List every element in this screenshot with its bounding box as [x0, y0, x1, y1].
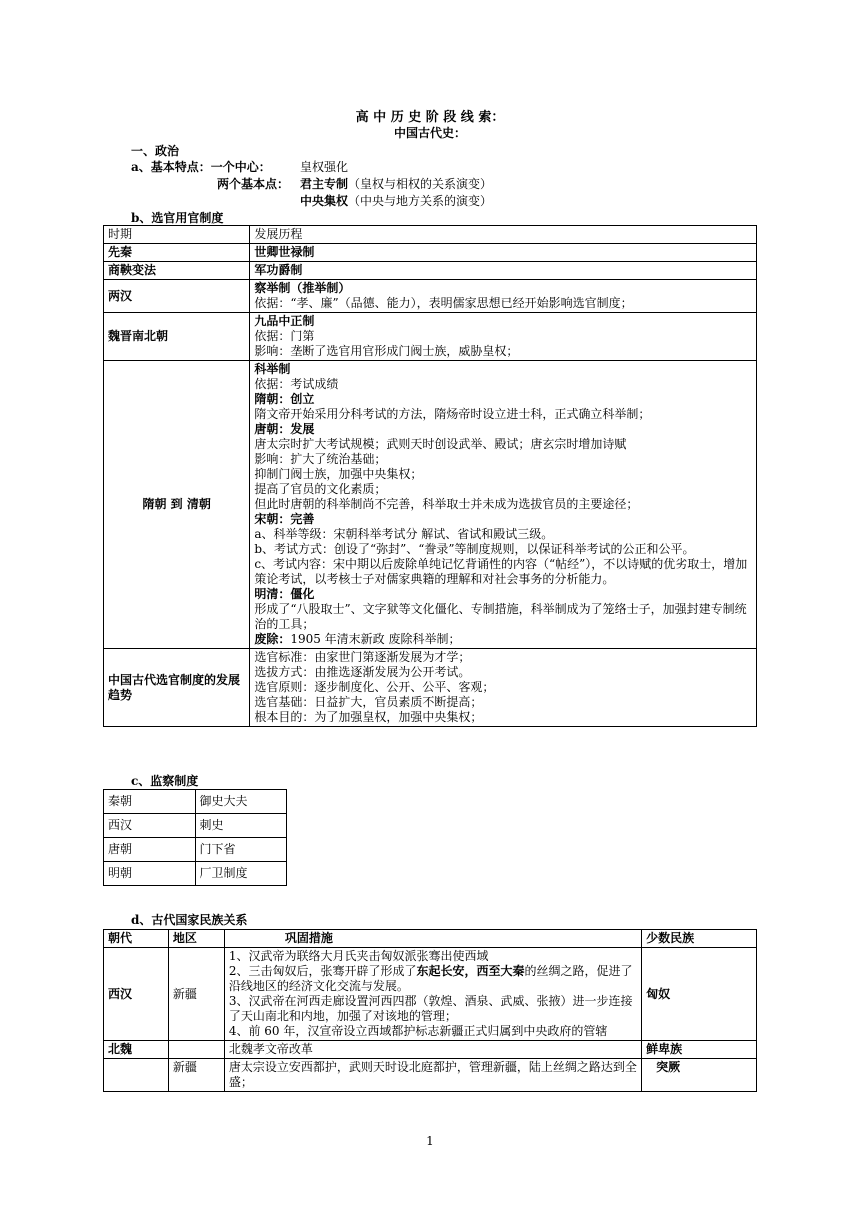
measure-line: 4、前 60 年，汉宣帝设立西域都护标志新疆正式归属到中央政府的管辖 — [228, 1024, 608, 1038]
content-line: c、考试内容：宋中期以后废除单纯记忆背诵性的内容（“帖经”），不以诗赋的优劣取士，增加策论考试，以考核士子对儒家典籍的理解和对社会事务的分析能力。 — [254, 557, 748, 586]
content-line: 根本目的：为了加强皇权，加强中央集权； — [254, 710, 483, 724]
table-row — [104, 814, 287, 838]
content-line: 选官标准：由家世门第逐渐发展为才学； — [254, 650, 471, 664]
content-line: 提高了官员的文化素质； — [254, 482, 387, 496]
table-row — [104, 838, 287, 862]
table-row — [104, 313, 757, 361]
system-name: 察举制（推举制） — [254, 281, 351, 295]
table-row — [104, 361, 757, 649]
ethnic-cell: 突厥 — [642, 1059, 757, 1092]
content-line: 依据：门第 — [254, 329, 315, 343]
measure-line — [229, 964, 637, 994]
table-row — [104, 862, 287, 886]
system-cell: 厂卫制度 — [195, 862, 287, 886]
two-points-label: 两个基本点： — [217, 177, 290, 191]
header-region: 地区 — [168, 930, 224, 948]
system-cell: 门下省 — [195, 838, 287, 862]
header-dynasty: 朝代 — [104, 930, 169, 948]
content-line: 依据：考试成绩 — [254, 377, 339, 391]
section-politics: 一、政治 — [131, 144, 180, 158]
page-subtitle: 中国古代史： — [393, 126, 466, 140]
table-row — [104, 262, 757, 280]
measure-line: 1、汉武帝为联络大月氏夹击匈奴派张骞出使西域 — [228, 949, 489, 963]
content-line: 影响：扩大了统治基础； — [254, 452, 387, 466]
point-autocracy — [300, 175, 492, 192]
content-line: 依据：“孝、廉”（品德、能力），表明儒家思想已经开始影响选官制度； — [254, 296, 633, 310]
system-cell: 刺史 — [195, 814, 287, 838]
official-selection-heading: b、选官用官制度 — [131, 211, 224, 225]
official-selection-table — [103, 225, 757, 727]
measures-cell — [224, 948, 641, 1041]
system-cell: 御史大夫 — [195, 790, 287, 814]
dynasty-cell: 秦朝 — [104, 790, 196, 814]
ethnic-cell: 鲜卑族 — [642, 1041, 757, 1059]
period-cell: 商鞅变法 — [104, 262, 250, 280]
content-line: 形成了“八股取士”、文字狱等文化僵化、专制措施，科举制成为了笼络士子，加强封建专制统治的工具； — [254, 602, 747, 631]
silk-road-span: 东起长安，西至大秦 — [416, 964, 525, 978]
table-row — [104, 244, 757, 262]
content-line: 唐太宗时扩大考试规模；武则天时创设武举、殿试；唐玄宗时增加诗赋 — [254, 437, 627, 451]
dynasty-cell: 西汉 — [104, 948, 169, 1041]
dynasty-cell: 唐朝 — [104, 838, 196, 862]
point-autocracy-title: 君主专制 — [300, 177, 349, 191]
table-row — [104, 948, 757, 1041]
table-header-row — [104, 226, 757, 244]
content-line: 影响：垄断了选官用官形成门阀士族，威胁皇权； — [254, 344, 519, 358]
system-name: 军功爵制 — [254, 263, 303, 277]
period-cell: 先秦 — [104, 244, 250, 262]
content-cell — [250, 649, 757, 727]
content-cell — [250, 262, 757, 280]
basic-features-label: a、基本特点：一个中心： — [131, 160, 271, 174]
system-name: 科举制 — [254, 362, 291, 376]
stage-heading: 隋朝：创立 — [254, 392, 315, 406]
dynasty-cell: 明朝 — [104, 862, 196, 886]
table-header-row — [104, 930, 757, 948]
content-line: 抑制门阀士族，加强中央集权； — [254, 467, 423, 481]
period-cell: 中国古代选官制度的发展趋势 — [104, 649, 250, 727]
stage-heading: 宋朝：完善 — [254, 512, 315, 526]
one-center-value: 皇权强化 — [300, 160, 349, 174]
period-cell: 两汉 — [104, 280, 250, 313]
table-row — [104, 280, 757, 313]
measures-cell: 北魏孝文帝改革 — [224, 1041, 641, 1059]
period-cell: 隋朝 到 清朝 — [104, 361, 250, 649]
content-cell — [250, 361, 757, 649]
dynasty-cell: 西汉 — [104, 814, 196, 838]
abolition-text: 1905 年清末新政 废除科举制； — [290, 632, 461, 646]
page-title: 高 中 历 史 阶 段 线 索： — [355, 110, 505, 125]
stage-heading: 明清：僵化 — [254, 587, 315, 601]
measure-text: 2、三击匈奴后，张骞开辟了形成了 — [228, 964, 417, 978]
region-cell: 新疆 — [168, 1059, 224, 1092]
abolition-line — [254, 632, 752, 647]
point-centralization-title: 中央集权 — [300, 194, 349, 208]
dynasty-cell: 北魏 — [104, 1041, 169, 1059]
content-line: 隋文帝开始采用分科考试的方法，隋炀帝时设立进士科，正式确立科举制； — [254, 407, 651, 421]
dynasty-cell — [104, 1059, 169, 1092]
content-cell — [250, 313, 757, 361]
measure-text: 的丝绸之路，促进了沿线地区的经济文化交流与发展。 — [228, 964, 633, 993]
table-row — [104, 790, 287, 814]
content-line: a、科举等级：宋朝科举考试分 解试、省试和殿试三级。 — [254, 527, 554, 541]
supervision-heading: c、监察制度 — [131, 774, 199, 788]
header-development: 发展历程 — [250, 226, 757, 244]
ethnic-relations-table — [103, 929, 757, 1092]
ethnic-relations-heading: d、古代国家民族关系 — [131, 913, 248, 927]
abolition-label: 废除： — [254, 632, 291, 646]
table-row — [104, 1041, 757, 1059]
point-centralization-note: （中央与地方关系的演变） — [348, 194, 493, 208]
system-name: 世卿世禄制 — [254, 245, 315, 259]
page-number: 1 — [426, 1134, 434, 1148]
stage-heading: 唐朝：发展 — [254, 422, 315, 436]
content-line: b、考试方式：创设了“弥封”、“誊录”等制度规则，以保证科举考试的公正和公平。 — [254, 542, 695, 556]
content-line: 选官基础：日益扩大，官员素质不断提高； — [254, 695, 483, 709]
content-line: 但此时唐朝的科举制尚不完善，科举取士并未成为选拔官员的主要途径； — [254, 497, 639, 511]
content-line: 选拔方式：由推选逐渐发展为公开考试。 — [254, 665, 471, 679]
region-cell — [168, 1041, 224, 1059]
system-name: 九品中正制 — [254, 314, 315, 328]
region-cell: 新疆 — [168, 948, 224, 1041]
point-autocracy-note: （皇权与相权的关系演变） — [348, 177, 493, 191]
table-row — [104, 1059, 757, 1092]
content-line: 选官原则：逐步制度化、公开、公平、客观； — [254, 680, 495, 694]
measure-line: 3、汉武帝在河西走廊设置河西四郡（敦煌、酒泉、武威、张掖）进一步连接了天山南北和内地，加强了对该地的管理； — [228, 994, 633, 1023]
header-period: 时期 — [104, 226, 250, 244]
content-cell — [250, 280, 757, 313]
point-centralization — [300, 192, 492, 209]
header-measures: 巩固措施 — [224, 930, 641, 948]
header-ethnic: 少数民族 — [642, 930, 757, 948]
period-cell: 魏晋南北朝 — [104, 313, 250, 361]
content-cell — [250, 244, 757, 262]
table-row — [104, 649, 757, 727]
supervision-table — [103, 789, 287, 886]
ethnic-cell: 匈奴 — [642, 948, 757, 1041]
measures-cell: 唐太宗设立安西都护，武则天时设北庭都护，管理新疆，陆上丝绸之路达到全盛； — [224, 1059, 641, 1092]
